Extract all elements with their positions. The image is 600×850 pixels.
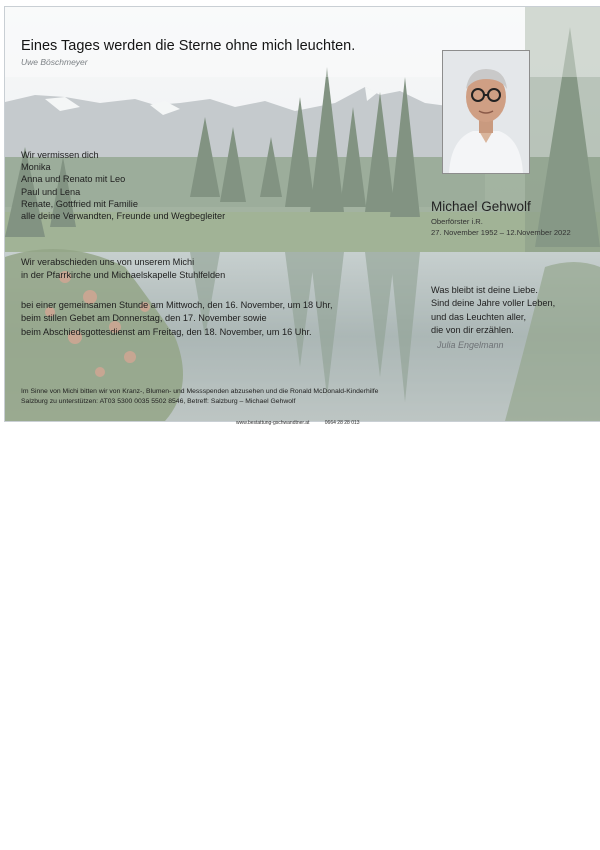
farewell-text bbox=[21, 256, 225, 282]
farewell-line: Wir verabschieden uns von unserem Michi bbox=[21, 257, 195, 267]
poem-line: die von dir erzählen. bbox=[431, 324, 514, 335]
donation-note bbox=[21, 387, 378, 407]
mourners-line: Paul und Lena bbox=[21, 186, 81, 197]
mourners-line: Anna und Renato mit Leo bbox=[21, 174, 126, 185]
funeral-card bbox=[4, 6, 600, 422]
donation-line: Salzburg zu unterstützen: AT03 5300 0035 5502 8546, Betreff: Salzburg – Michael Gehwolf bbox=[21, 397, 296, 405]
life-dates: 27. November 1952 – 12.November 2022 bbox=[431, 228, 571, 237]
portrait-photo bbox=[442, 50, 530, 174]
quote-author: Uwe Böschmeyer bbox=[21, 57, 88, 67]
mourners-line: Wir vermissen dich bbox=[21, 150, 99, 160]
quote-text: Eines Tages werden die Sterne ohne mich leuchten. bbox=[21, 38, 356, 54]
service-line: beim stillen Gebet am Donnerstag, den 17. November sowie bbox=[21, 313, 267, 324]
donation-line: Im Sinne von Michi bitten wir von Kranz-, Blumen- und Messspenden abzusehen und die Ronald McDonald-Kinderhilfe bbox=[21, 388, 379, 395]
poem-author: Julia Engelmann bbox=[437, 340, 504, 350]
deceased-title: Oberförster i.R. bbox=[431, 217, 483, 226]
poem-line: Was bleibt ist deine Liebe. bbox=[431, 285, 538, 295]
poem-line: Sind deine Jahre voller Leben, bbox=[431, 298, 556, 309]
mourners-line: Renate, Gottfried mit Familie bbox=[21, 198, 138, 209]
service-schedule bbox=[21, 299, 333, 339]
mourners-line: Monika bbox=[21, 162, 51, 173]
footer-phone: 0664 28 28 013 bbox=[324, 420, 360, 426]
person-portrait-icon bbox=[443, 51, 529, 173]
poem bbox=[431, 284, 555, 337]
farewell-line: in der Pfarrkirche und Michaelskapelle Stuhlfelden bbox=[21, 269, 226, 280]
funeral-home-footer bbox=[236, 420, 374, 426]
mourners-line: alle deine Verwandten, Freunde und Wegbegleiter bbox=[21, 211, 226, 222]
deceased-name: Michael Gehwolf bbox=[431, 199, 531, 214]
poem-line: und das Leuchten aller, bbox=[431, 311, 527, 322]
service-line: beim Abschiedsgottesdienst am Freitag, den 18. November, um 16 Uhr. bbox=[21, 326, 312, 337]
service-line: bei einer gemeinsamen Stunde am Mittwoch, den 16. November, um 18 Uhr, bbox=[21, 300, 333, 310]
mourners-list bbox=[21, 149, 225, 222]
footer-website: www.bestattung-gschwandtner.at bbox=[236, 420, 310, 426]
